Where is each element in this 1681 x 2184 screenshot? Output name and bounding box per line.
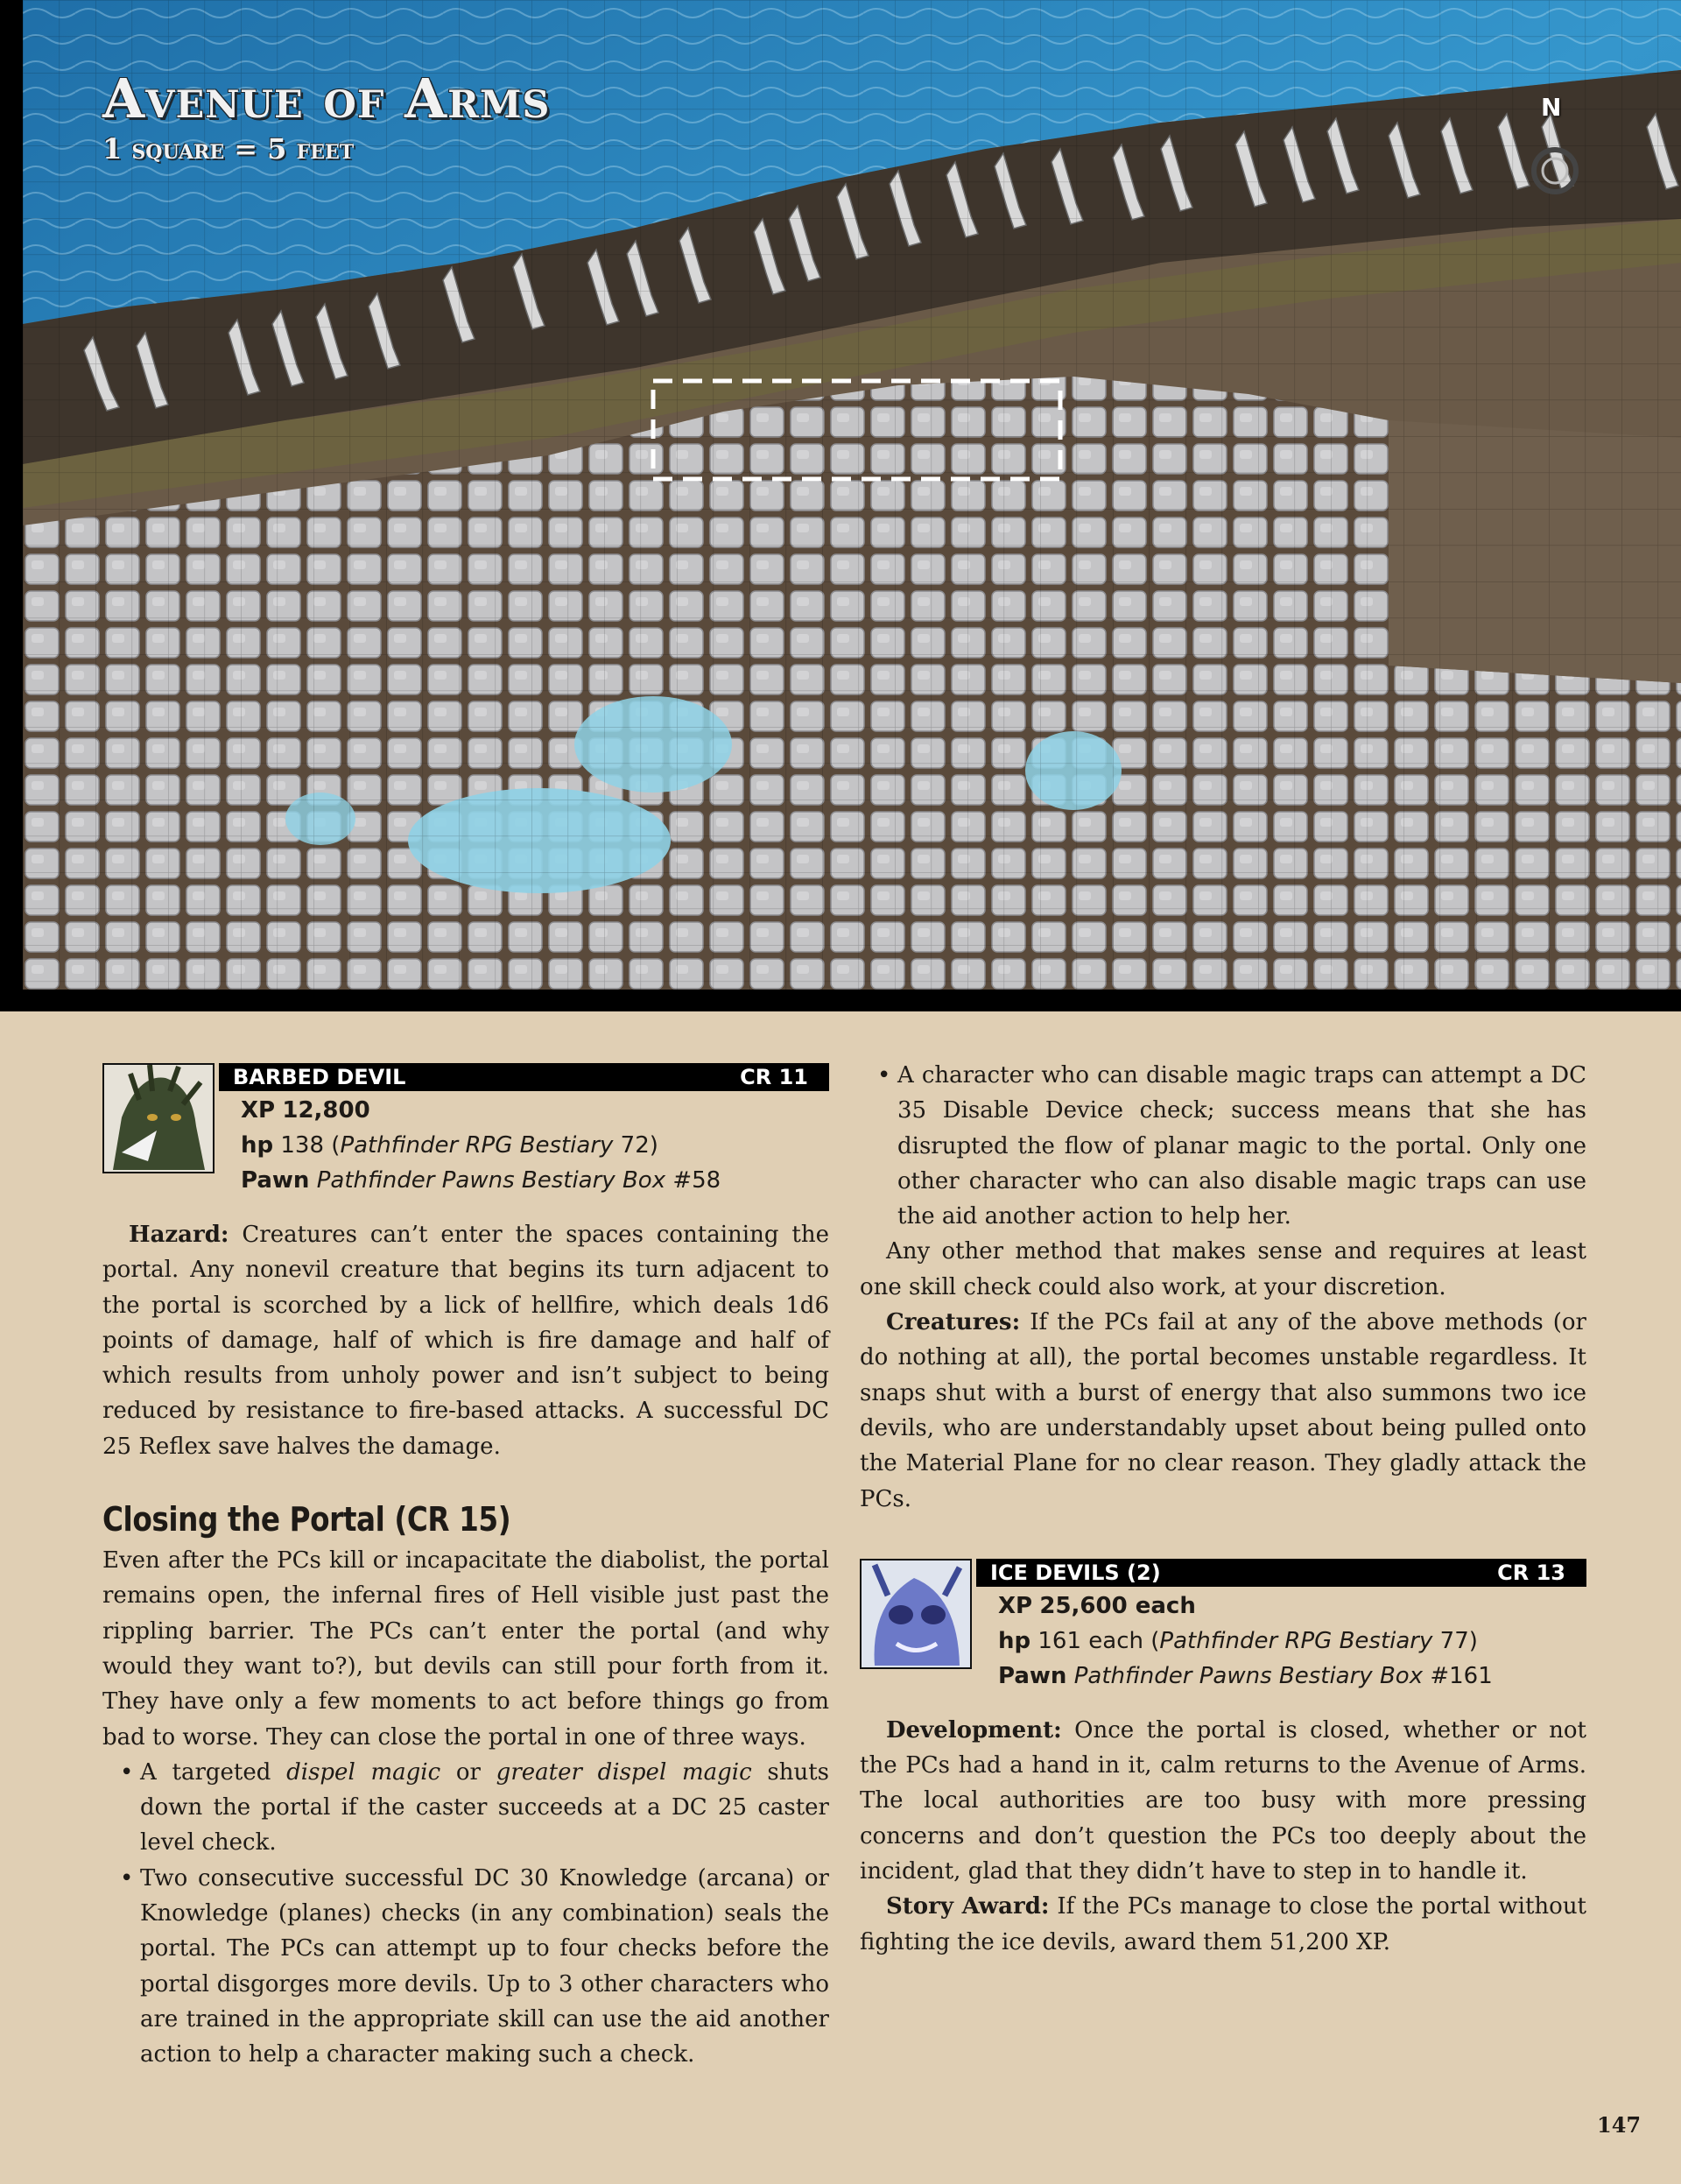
hp-source: Pathfinder RPG Bestiary [1159, 1627, 1433, 1654]
section-heading: Closing the Portal (CR 15) [102, 1500, 511, 1539]
hp-page: 72) [613, 1132, 658, 1159]
hazard-text: Creatures can’t enter the spaces containing the portal. Any nonevil creature that begins its turn adjacent to the portal is scorched by a lick of hellfire, which deals 1d6 points of damage, half of which is fire damage and half of which results from unholy power and isn’t subject to being reduced by resistance to fire-based attacks. A successful DC 25 Reflex save halves the damage. [102, 1222, 829, 1460]
hp-label: hp [998, 1627, 1031, 1654]
spell-name: greater dispel magic [496, 1758, 752, 1786]
ice-devils-statblock [860, 1553, 1586, 1689]
closing-methods-list [102, 1755, 829, 2073]
list-item: • A character who can disable magic traps can attempt a DC 35 Disable Device check; success means that she has disrupted the flow of planar magic to the portal. Only one other character who can also disable magic traps can use the aid another action to help her. [860, 1058, 1586, 1234]
pawn-label: Pawn [241, 1167, 310, 1194]
pawn-number: #58 [665, 1167, 721, 1194]
battle-map [0, 0, 1681, 1011]
ice-devils-title-bar [976, 1559, 1586, 1587]
xp-line [998, 1589, 1196, 1624]
pawn-line [241, 1163, 721, 1198]
right-column [860, 1058, 1586, 1960]
story-award-text: If the PCs manage to close the portal without fighting the ice devils, award them 51,200 XP. [860, 1893, 1587, 1955]
hp-source: Pathfinder RPG Bestiary [340, 1132, 614, 1159]
hp-page: 77) [1432, 1627, 1478, 1654]
challenge-rating: CR 11 [740, 1065, 808, 1089]
list-item: • Two consecutive successful DC 30 Knowledge (arcana) or Knowledge (planes) checks (in any combination) seals the portal. The PCs can attempt up to four checks before the portal disgorges more devils. Up to 3 other characters who are trained in the appropriate skill can use the aid another action to help a character making such a check. [102, 1861, 829, 2073]
hp-line [241, 1128, 658, 1163]
list-item [102, 1755, 829, 1861]
development-paragraph [860, 1713, 1586, 1889]
pawn-source: Pathfinder Pawns Bestiary Box [316, 1167, 666, 1194]
left-column [102, 1058, 829, 2073]
barbed-devil-portrait [102, 1063, 215, 1173]
pawn-line [998, 1659, 1493, 1694]
barbed-devil-title-bar [219, 1063, 829, 1091]
ice-devil-icon [862, 1561, 970, 1667]
challenge-rating: CR 13 [1497, 1560, 1565, 1585]
map-title: Avenue of Arms [102, 67, 551, 130]
barbed-devil-icon [104, 1065, 213, 1172]
barbed-devil-statblock [102, 1058, 829, 1194]
creatures-text: If the PCs fail at any of the above methods (or do nothing at all), the portal becomes unstable regardless. It snaps shut with a burst of energy that also summons two ice devils, who are understandably upset about being pulled onto the Material Plane for no clear reason. They gladly attack the PCs. [860, 1309, 1586, 1512]
map-scale: 1 square = 5 feet [102, 132, 355, 166]
hazard-paragraph [102, 1217, 829, 1464]
development-text: Once the portal is closed, whether or not the PCs had a hand in it, calm returns to the Avenue of Arms. The local authorities are too busy with more pressing concerns and don’t question the PCs too deeply about the incident, glad that they didn’t have to step in to handle it. [860, 1716, 1586, 1885]
development-label: Development: [886, 1716, 1062, 1744]
bullet-text: A targeted [140, 1758, 287, 1786]
creatures-label: Creatures: [886, 1309, 1021, 1336]
other-method-paragraph: Any other method that makes sense and requires at least one skill check could also work, at your discretion. [860, 1238, 1586, 1300]
spell-name: dispel magic [286, 1758, 441, 1786]
bullet-text: shuts down the portal if the caster succeeds at a DC 25 caster level check. [140, 1758, 829, 1856]
pawn-number: #161 [1423, 1662, 1493, 1689]
hazard-label: Hazard: [129, 1222, 229, 1248]
pawn-label: Pawn [998, 1662, 1067, 1689]
xp-line [241, 1093, 370, 1128]
creature-name: BARBED DEVIL [233, 1065, 406, 1089]
xp-value: 25,600 each [1039, 1592, 1196, 1619]
xp-label: XP [241, 1097, 276, 1124]
bullet-text: or [440, 1758, 496, 1786]
closing-methods-list-continued [860, 1058, 1586, 1234]
story-award-label: Story Award: [886, 1893, 1050, 1920]
hp-value: 138 ( [280, 1132, 341, 1159]
closing-intro: Even after the PCs kill or incapacitate the diabolist, the portal remains open, the infernal fires of Hell visible just past the rippling barrier. The PCs can’t enter the portal (and why would they want to?), but devils can still pour forth from it. They have only a few moments to act before things go from bad to worse. They can close the portal in one of three ways. [102, 1547, 829, 1751]
hp-line [998, 1624, 1478, 1659]
xp-value: 12,800 [282, 1097, 370, 1124]
story-award-paragraph [860, 1889, 1586, 1960]
hp-label: hp [241, 1132, 274, 1159]
page-number: 147 [1597, 2112, 1642, 2138]
creatures-paragraph [860, 1305, 1586, 1517]
pawn-source: Pathfinder Pawns Bestiary Box [1073, 1662, 1424, 1689]
xp-label: XP [998, 1592, 1033, 1619]
hp-value: 161 each ( [1037, 1627, 1160, 1654]
ice-devil-portrait [860, 1559, 972, 1669]
creature-name: ICE DEVILS (2) [990, 1560, 1161, 1585]
compass-north-label: N [1541, 93, 1562, 122]
